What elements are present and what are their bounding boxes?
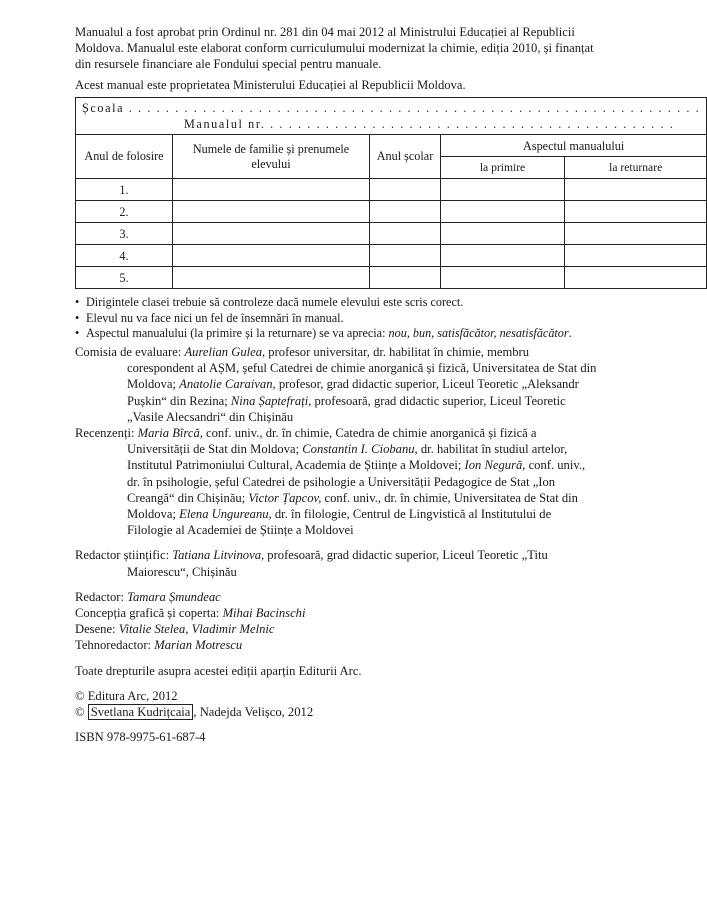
table-row: 1.: [76, 179, 707, 201]
col-at-return: la returnare: [565, 157, 707, 179]
table-row: 2.: [76, 201, 707, 223]
col-school-year: Anul școlar: [370, 135, 441, 179]
evaluation-commission: Comisia de evaluare: Aurelian Gulea, profesor universitar, dr. habilitat în chimie, membru corespondent al AȘM, șeful Catedrei de chimie anorganică și fizică, Universitatea de Stat din Moldova; Anatolie Caraivan, profesor, grad didactic superior, Liceul Teoretic „Aleksandr Pușkin“ din Rezina; Nina Șaptefrați, profesoară, grad didactic superior, Liceul Teoretic „Vasile Alecsandri“ din Chișinău: [75, 345, 597, 424]
col-student-name: Numele de familie și prenumele elevului: [173, 135, 370, 179]
author-name-boxed: Svetlana Kudrițcaia: [88, 704, 194, 720]
school-field: Școala . . . . . . . . . . . . . . . . . . . . . . . . . . . . . . . . . . . . . . . . . . . . . . . . . . . . . . . . . . . . . .: [82, 100, 701, 115]
imprint-page: [75, 24, 701, 745]
table-row: 5.: [76, 267, 707, 289]
col-year-of-use: Anul de folosire: [76, 135, 173, 179]
reviewers: Recenzenți: Maria Bîrcă, conf. univ., dr. în chimie, Catedra de chimie anorganică și fizică a Universității de Stat din Moldova; Constantin I. Ciobanu, dr. habilitat în studiul artelor, Institutul Patrimoniului Cultural, Academia de Științe a Moldovei; Ion Negură, conf. univ., dr. în psihologie, șeful Catedrei de psihologie a Universității Pedagogice de Stat „Ion Creangă“ din Chișinău; Victor Țapcov, conf. univ., dr. în chimie, Universitatea de Stat din Moldova; Elena Ungureanu, dr. în filologie, Centrul de Lingvistică al Institutului de Filologie al Academiei de Științe a Moldovei: [75, 426, 586, 538]
scientific-editor: Redactor științific: Tatiana Litvinova, profesoară, grad didactic superior, Liceul Teoretic „Titu Maiorescu“, Chișinău: [75, 548, 548, 579]
table-row: 4.: [76, 245, 707, 267]
manual-number-field: Manualul nr. . . . . . . . . . . . . . . . . . . . . . . . . . . . . . . . . . . . . . . . . . . . .: [184, 117, 675, 132]
register-header: [76, 97, 707, 134]
ownership-text: Acest manual este proprietatea Ministerului Educației al Republicii Moldova.: [75, 77, 466, 92]
approval-text: Manualul a fost aprobat prin Ordinul nr. 281 din 04 mai 2012 al Ministrului Educației al Republicii Moldova. Manualul este elaborat conform curriculumului modernizat la chimie, ediția 2010, și finanțat din resursele financiare ale Fondului special pentru manuale.: [75, 25, 594, 72]
editor-credit: Redactor: Tamara Șmundeac: [75, 589, 221, 604]
copyright-publisher: © Editura Arc, 2012: [75, 688, 178, 703]
design-credit: Concepția grafică și coperta: Mihai Bacinschi: [75, 606, 306, 621]
drawings-credit: Desene: Vitalie Stelea, Vladimir Melnic: [75, 622, 275, 637]
register-notes: [75, 295, 597, 342]
rights-text: Toate drepturile asupra acestei ediții aparțin Editurii Arc.: [75, 663, 362, 678]
col-manual-aspect: Aspectul manualului: [441, 135, 707, 157]
isbn-number: ISBN 978-9975-61-687-4: [75, 730, 206, 745]
manual-register-table: [75, 97, 707, 289]
list-item: • Aspectul manualului (la primire și la returnare) se va aprecia: nou, bun, satisfăcător, nesatisfăcător.: [75, 326, 572, 341]
list-item: • Dirigintele clasei trebuie să controleze dacă numele elevului este scris corect.: [75, 295, 464, 310]
col-at-receipt: la primire: [441, 157, 565, 179]
copyright-authors: © Svetlana Kudrițcaia , Nadejda Velișco, 2012: [75, 705, 314, 720]
table-row: 3.: [76, 223, 707, 245]
tech-editor-credit: Tehnoredactor: Marian Motrescu: [75, 638, 243, 653]
list-item: • Elevul nu va face nici un fel de însemnări în manual.: [75, 310, 344, 325]
